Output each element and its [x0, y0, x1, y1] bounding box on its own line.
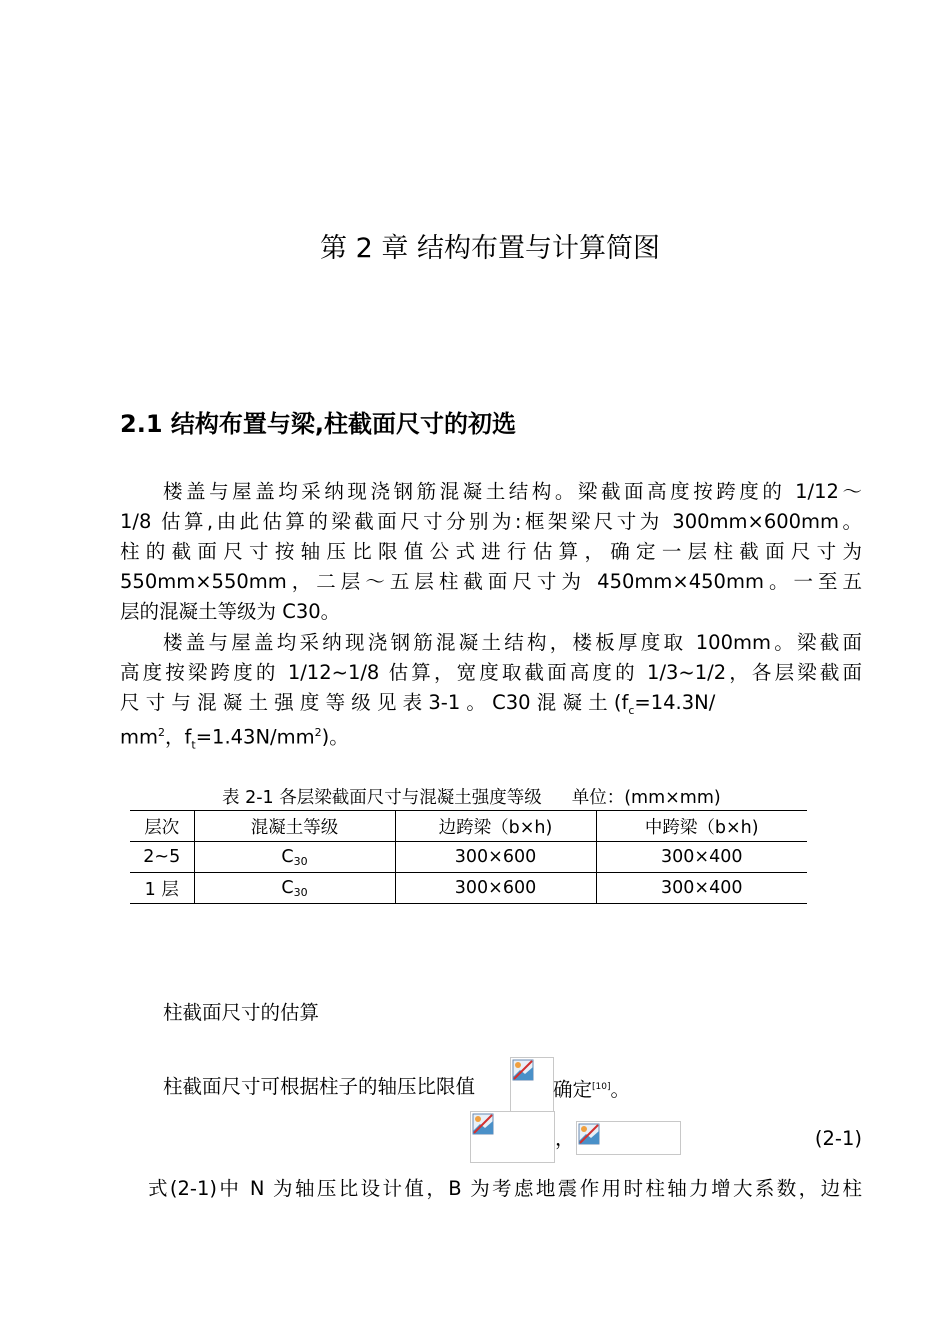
unit-mm: mm: [120, 725, 158, 749]
formula-comma: ，: [555, 1127, 575, 1150]
table-caption: [222, 784, 721, 809]
cell-mid-beam: 300×400: [596, 873, 807, 904]
cell-level: 1 层: [130, 873, 194, 904]
table-row: [130, 873, 807, 904]
cell-grade: [194, 842, 395, 873]
para2-line3-tail: =14.3N/: [634, 691, 716, 714]
subsection-heading: 柱截面尺寸的估算: [163, 1001, 320, 1024]
fc-subscript: c: [628, 703, 635, 717]
beam-table: [130, 810, 807, 904]
cell-mid-beam: 300×400: [596, 842, 807, 873]
para2-line3-text: 尺 寸 与 混 凝 土 强 度 等 级 见 表 3-1 。 C30 混 凝 土 (f: [120, 691, 629, 714]
para2-end: )。: [321, 725, 349, 749]
section-heading: 2.1 结构布置与梁,柱截面尺寸的初选: [120, 410, 516, 438]
para1-line5: 层的混凝土等级为 C30。: [120, 600, 341, 623]
broken-image-icon: [512, 1059, 534, 1081]
header-side-beam: 边跨梁（b×h): [395, 811, 596, 842]
equation-number: (2-1): [814, 1127, 862, 1150]
grade-letter: C: [281, 877, 294, 898]
formula-image: [510, 1057, 554, 1113]
cell-grade: [194, 873, 395, 904]
header-mid-beam: 中跨梁（b×h): [596, 811, 807, 842]
para1-line1: 楼盖与屋盖均采纳现浇钢筋混凝土结构。梁截面高度按跨度的 1/12～: [163, 480, 862, 503]
superscript-2: 2: [314, 726, 322, 739]
ft-subscript: t: [191, 738, 196, 752]
ft-label: ，f: [165, 725, 192, 749]
broken-image-icon: [472, 1113, 494, 1135]
para2-line4: [120, 718, 862, 752]
para2-line1: 楼盖与屋盖均采纳现浇钢筋混凝土结构，楼板厚度取 100mm。梁截面: [163, 631, 862, 654]
formula-image: [576, 1121, 681, 1155]
ft-value: =1.43N/mm: [195, 725, 315, 749]
grade-subscript: 30: [293, 854, 308, 868]
formula-image: [470, 1111, 555, 1163]
para1-line3: 柱的截面尺寸按轴压比限值公式进行估算，确定一层柱截面尺寸为: [120, 540, 862, 563]
para2-line2: 高度按梁跨度的 1/12~1/8 估算，宽度取截面高度的 1/3~1/2，各层梁截面: [120, 661, 862, 684]
header-grade: 混凝土等级: [194, 811, 395, 842]
grade-letter: C: [281, 846, 294, 867]
broken-image-icon: [578, 1123, 600, 1145]
chapter-title: 第 2 章 结构布置与计算简图: [320, 233, 660, 264]
header-level: 层次: [130, 811, 194, 842]
column-text-before: 柱截面尺寸可根据柱子的轴压比限值: [163, 1075, 476, 1098]
cell-side-beam: 300×600: [395, 873, 596, 904]
table-caption-text: 表 2-1 各层梁截面尺寸与混凝土强度等级: [222, 788, 542, 808]
cell-side-beam: 300×600: [395, 842, 596, 873]
cell-level: 2~5: [130, 842, 194, 873]
table-unit: 单位：(mm×mm): [571, 788, 721, 808]
reference-mark: [10]: [592, 1082, 611, 1092]
para1-line4: 550mm×550mm，二层～五层柱截面尺寸为 450mm×450mm。一至五: [120, 570, 862, 593]
confirm-text: 确定: [553, 1078, 593, 1101]
column-text-after: [553, 1072, 630, 1102]
last-line: 式(2-1)中 N 为轴压比设计值，B 为考虑地震作用时柱轴力增大系数，边柱: [148, 1177, 862, 1200]
superscript-2: 2: [158, 726, 165, 739]
period: 。: [610, 1078, 631, 1101]
para2-line3: [120, 688, 862, 718]
grade-subscript: 30: [293, 885, 308, 899]
table-row: [130, 842, 807, 873]
para1-line2: 1/8 估算,由此估算的梁截面尺寸分别为:框架梁尺寸为 300mm×600mm。: [120, 510, 862, 533]
table-header-row: [130, 811, 807, 842]
